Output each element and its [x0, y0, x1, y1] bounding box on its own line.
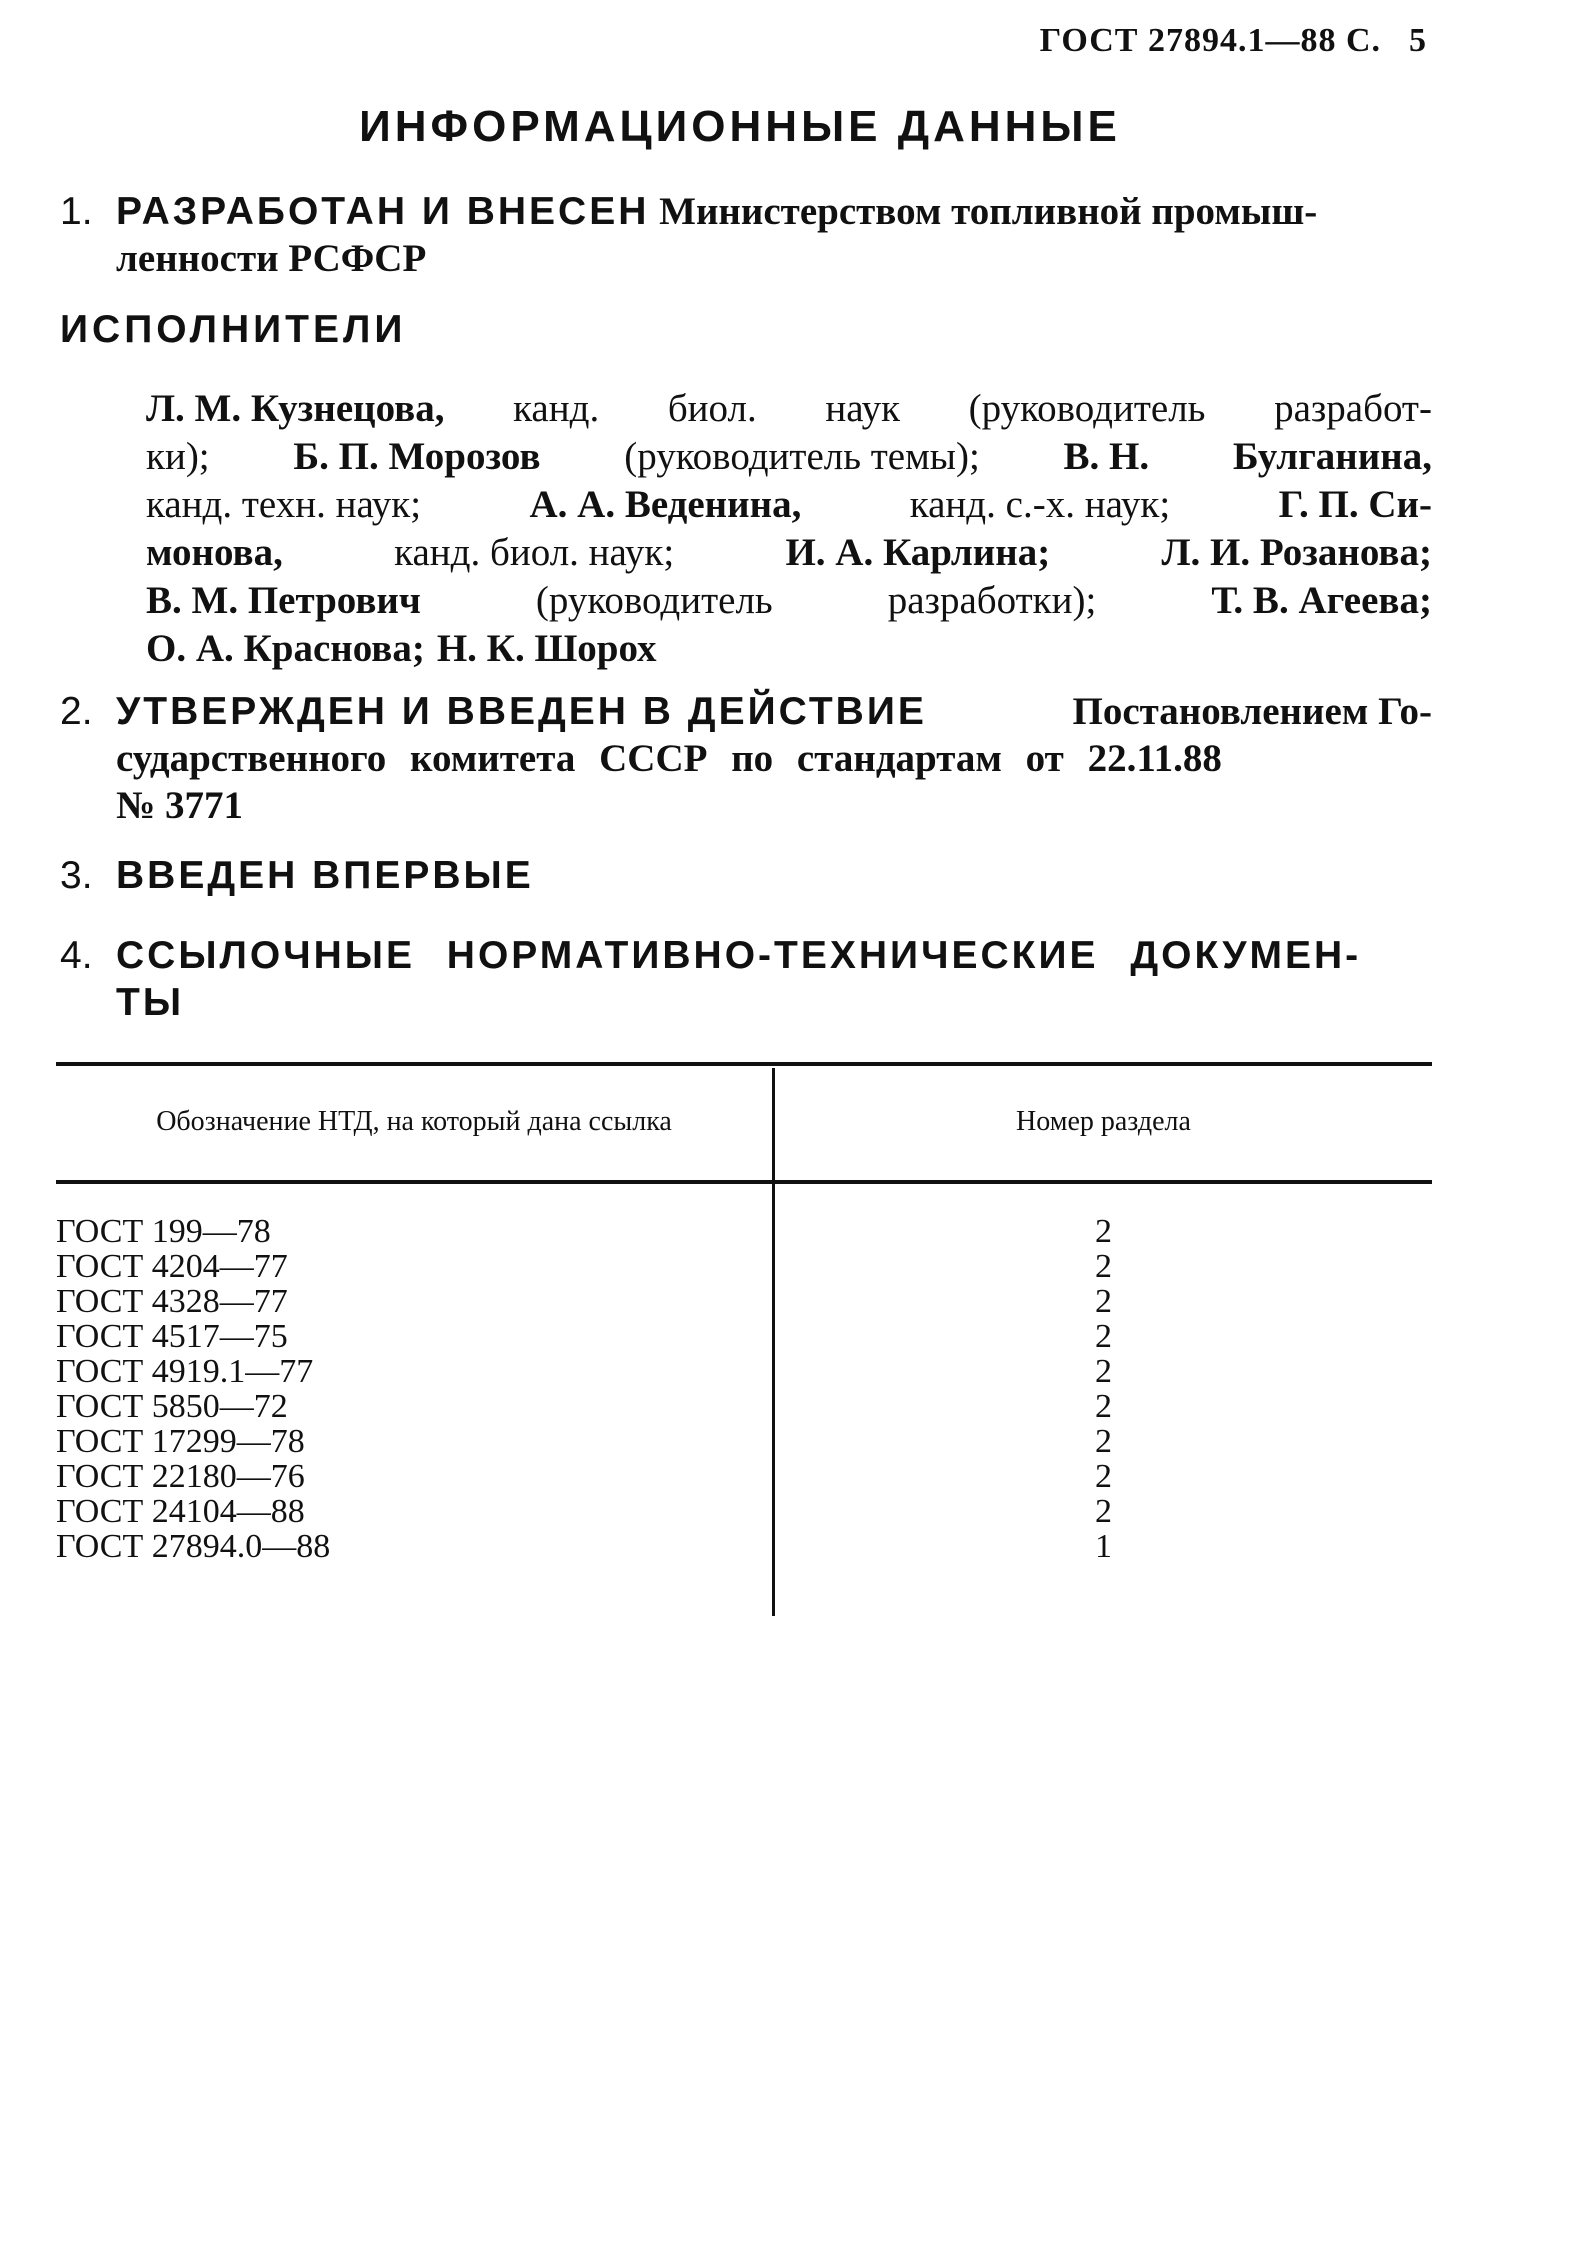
item-caps-heading: ВВЕДЕН ВПЕРВЫЕ	[116, 854, 534, 897]
reference-document: ГОСТ 199—78	[56, 1213, 271, 1250]
item-text: Министерством топливной промыш-	[659, 190, 1318, 233]
column-header-section: Номер раздела	[1016, 1106, 1191, 1137]
section-number: 2	[1095, 1318, 1112, 1355]
performer-detail: (руководитель	[535, 579, 773, 622]
running-header-title: ГОСТ 27894.1—88 С.	[1039, 22, 1381, 59]
item-number: 2.	[60, 690, 93, 733]
page-title: ИНФОРМАЦИОННЫЕ ДАННЫЕ	[359, 102, 1121, 151]
performers-line	[146, 385, 1432, 433]
table-row	[56, 1529, 1432, 1564]
reference-document: ГОСТ 4328—77	[56, 1283, 288, 1320]
section-number: 2	[1095, 1458, 1112, 1495]
item-developed-by	[60, 188, 1432, 282]
performers-line	[146, 529, 1432, 577]
performers-line	[146, 481, 1432, 529]
performer-name: А. А. Веденина,	[529, 483, 802, 526]
performer-detail: разработ-	[1274, 387, 1432, 430]
reference-document: ГОСТ 27894.0—88	[56, 1528, 331, 1565]
item-introduced-first	[60, 852, 1432, 899]
item-caps-heading: УТВЕРЖДЕН И ВВЕДЕН В ДЕЙСТВИЕ	[116, 690, 927, 733]
performer-detail: наук	[825, 387, 901, 430]
item-text-continuation: сударственного комитета СССР по стандартам от 22.11.88	[116, 737, 1222, 780]
reference-document: ГОСТ 24104—88	[56, 1493, 305, 1530]
table-row	[56, 1389, 1432, 1424]
performer-detail: разработки);	[887, 579, 1097, 622]
performer-name: О. А. Краснова;	[146, 627, 425, 670]
reference-document: ГОСТ 4204—77	[56, 1248, 288, 1285]
performer-name: монова,	[146, 531, 283, 574]
performer-detail: (руководитель темы);	[624, 435, 980, 478]
section-number: 2	[1095, 1283, 1112, 1320]
performer-name: Л. И. Розанова;	[1161, 531, 1432, 574]
item-number: 1.	[60, 190, 93, 233]
reference-document: ГОСТ 4517—75	[56, 1318, 288, 1355]
performers-list	[146, 385, 1432, 673]
performer-detail: канд. с.-х. наук;	[909, 483, 1171, 526]
table-row	[56, 1459, 1432, 1494]
section-number: 2	[1095, 1423, 1112, 1460]
item-number: 3.	[60, 854, 93, 897]
item-text-continuation: ленности РСФСР	[116, 237, 427, 280]
performer-detail: канд. биол. наук;	[394, 531, 675, 574]
performer-detail: канд. техн. наук;	[146, 483, 422, 526]
reference-document: ГОСТ 4919.1—77	[56, 1353, 314, 1390]
running-header	[1040, 22, 1427, 60]
performers-line	[146, 625, 1432, 673]
performer-detail: (руководитель	[968, 387, 1206, 430]
performer-name: Булганина,	[1232, 435, 1432, 478]
reference-document: ГОСТ 17299—78	[56, 1423, 305, 1460]
item-caps-heading: РАЗРАБОТАН И ВНЕСЕН	[116, 190, 650, 233]
table-row	[56, 1494, 1432, 1529]
decree-number: № 3771	[116, 784, 243, 827]
table-header-rule	[56, 1180, 1432, 1184]
performer-detail: биол.	[667, 387, 757, 430]
reference-document: ГОСТ 22180—76	[56, 1458, 305, 1495]
item-approved	[60, 688, 1432, 829]
performer-detail: канд.	[513, 387, 600, 430]
table-row	[56, 1214, 1432, 1249]
table-body	[56, 1214, 1432, 1564]
section-number: 2	[1095, 1248, 1112, 1285]
performer-name: Н. К. Шорох	[436, 627, 657, 670]
performer-name: Т. В. Агеева;	[1211, 579, 1432, 622]
table-row	[56, 1354, 1432, 1389]
performer-name: И. А. Карлина;	[785, 531, 1051, 574]
reference-table	[56, 1062, 1432, 1622]
section-number: 2	[1095, 1388, 1112, 1425]
table-row	[56, 1284, 1432, 1319]
reference-document: ГОСТ 5850—72	[56, 1388, 288, 1425]
table-row	[56, 1319, 1432, 1354]
section-number: 2	[1095, 1213, 1112, 1250]
section-number: 1	[1095, 1528, 1112, 1565]
page-number: 5	[1409, 22, 1427, 59]
section-number: 2	[1095, 1353, 1112, 1390]
table-row	[56, 1424, 1432, 1459]
performer-name: Г. П. Си-	[1278, 483, 1432, 526]
performer-name: Л. М. Кузнецова,	[146, 387, 445, 430]
section-number: 2	[1095, 1493, 1112, 1530]
table-row	[56, 1249, 1432, 1284]
performer-detail: ки);	[146, 435, 210, 478]
item-caps-continuation: ТЫ	[116, 981, 185, 1024]
column-header-designation: Обозначение НТД, на который дана ссылка	[156, 1106, 672, 1137]
item-number: 4.	[60, 934, 93, 977]
performer-name: В. Н.	[1063, 435, 1150, 478]
performers-line	[146, 577, 1432, 625]
item-reference-documents	[60, 932, 1432, 1026]
performers-line	[146, 433, 1432, 481]
performer-name: Б. П. Морозов	[293, 435, 541, 478]
performer-name: В. М. Петрович	[146, 579, 421, 622]
item-text: Постановлением Го-	[1072, 690, 1432, 733]
item-caps-heading: ССЫЛОЧНЫЕ НОРМАТИВНО-ТЕХНИЧЕСКИЕ ДОКУМЕН-	[116, 934, 1362, 977]
performers-heading: ИСПОЛНИТЕЛИ	[60, 308, 407, 351]
table-top-rule	[56, 1062, 1432, 1066]
